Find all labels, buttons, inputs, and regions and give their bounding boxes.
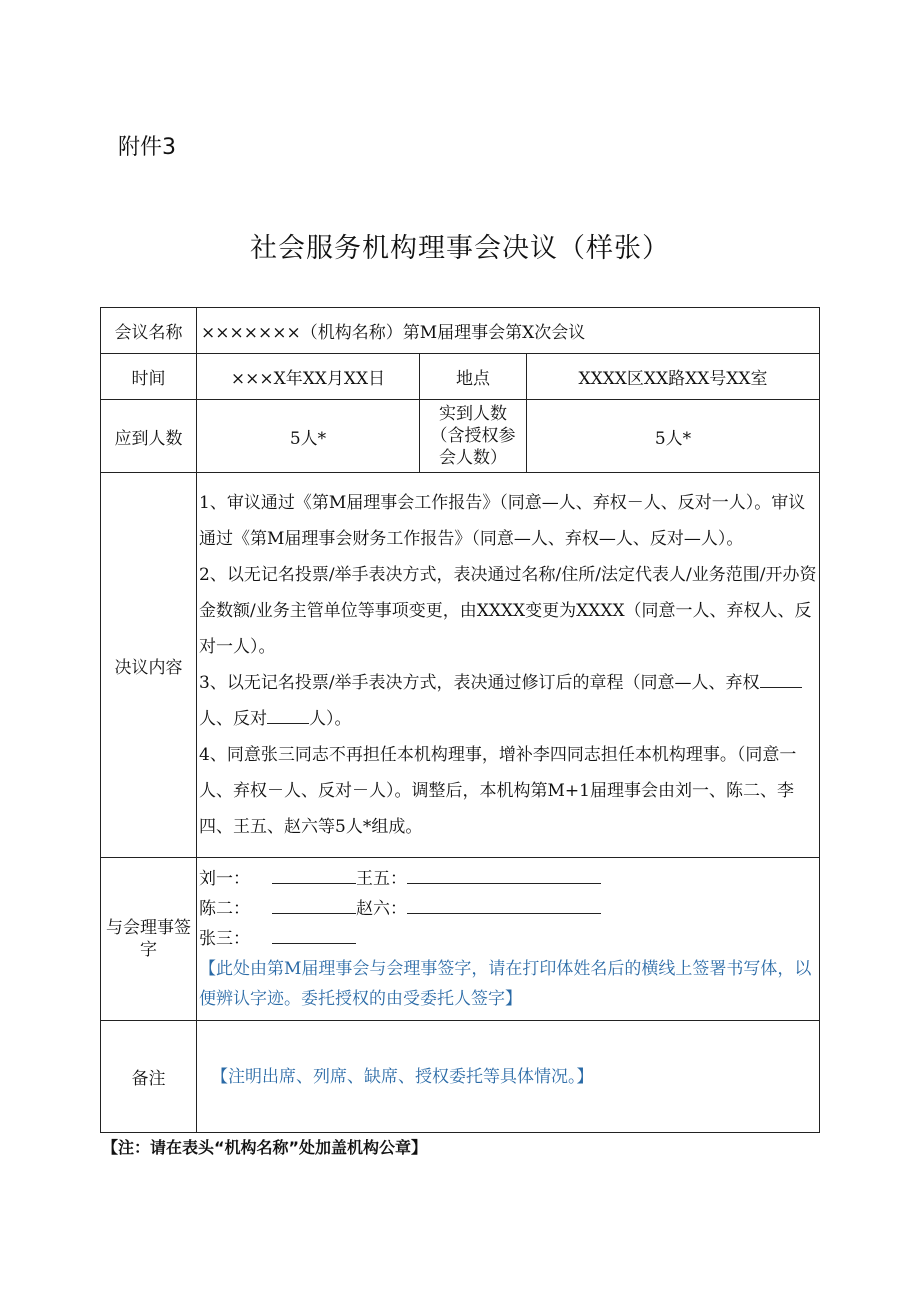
signature-label xyxy=(101,858,197,1021)
time-value: ×××X年XX月XX日 xyxy=(197,354,420,400)
annex-label: 附件3 xyxy=(118,135,176,160)
signer-chen: 陈二： xyxy=(199,899,250,919)
expected-count-label: 应到人数 xyxy=(101,400,197,473)
resolution-item-1: 1、审议通过《第M届理事会工作报告》（同意—人、弃权－人、反对一人）。审议通过《第M届理事会财务工作报告》（同意—人、弃权—人、反对—人）。 xyxy=(199,493,806,549)
signature-line-1 xyxy=(199,864,817,894)
meeting-name-label: 会议名称 xyxy=(101,308,197,354)
abstain-blank xyxy=(760,671,802,688)
signature-blank-zhao[interactable] xyxy=(407,897,601,914)
resolution-row xyxy=(101,473,820,858)
resolution-item-3-prefix: 3、以无记名投票/举手表决方式，表决通过修订后的章程（同意—人、弃权 xyxy=(199,673,760,693)
footer-note: 【注：请在表头“机构名称”处加盖机构公章】 xyxy=(102,1138,428,1157)
remarks-label: 备注 xyxy=(101,1021,197,1133)
signature-blank-chen[interactable] xyxy=(272,897,356,914)
signature-line-3 xyxy=(199,924,817,954)
signature-line-2 xyxy=(199,894,817,924)
actual-count-label-line: 实到人数 xyxy=(439,404,507,424)
resolution-item-4: 4、同意张三同志不再担任本机构理事，增补李四同志担任本机构理事。（同意一人、弃权－人、反对－人）。调整后，本机构第M+1届理事会由刘一、陈二、李四、王五、赵六等5人*组成。 xyxy=(199,745,797,837)
time-label: 时间 xyxy=(101,354,197,400)
resolution-content xyxy=(197,473,820,858)
signer-zhao: 赵六： xyxy=(356,899,407,919)
actual-count-label xyxy=(420,400,527,473)
signature-blank-liu[interactable] xyxy=(272,867,356,884)
resolution-item-2: 2、以无记名投票/举手表决方式，表决通过名称/住所/法定代表人/业务范围/开办资金数额/业务主管单位等事项变更，由XXXX变更为XXXX（同意一人、弃权人、反对一人）。 xyxy=(199,565,817,657)
place-label: 地点 xyxy=(420,354,527,400)
meeting-name-value: ×××××××（机构名称）第M届理事会第X次会议 xyxy=(197,308,820,354)
resolution-label: 决议内容 xyxy=(101,473,197,858)
actual-count-label-line: （含授权参 xyxy=(430,426,516,446)
signature-instruction-note: 【此处由第M届理事会与会理事签字，请在打印体姓名后的横线上签署书写体，以便辨认字迹。委托授权的由受委托人签字】 xyxy=(199,959,812,1009)
resolution-form-table xyxy=(100,307,820,1133)
resolution-item-3-mid: 人、反对 xyxy=(199,709,267,729)
signature-label-line: 字 xyxy=(140,940,157,960)
signature-blank-wang[interactable] xyxy=(407,867,601,884)
attendance-row xyxy=(101,400,820,473)
signature-blank-zhang[interactable] xyxy=(272,927,356,944)
signer-zhang: 张三： xyxy=(199,929,250,949)
actual-count-value: 5人* xyxy=(527,400,820,473)
signature-content xyxy=(197,858,820,1021)
signer-liu: 刘一： xyxy=(199,869,250,889)
remarks-note: 【注明出席、列席、缺席、授权委托等具体情况。】 xyxy=(197,1021,820,1133)
actual-count-label-line: 会人数） xyxy=(439,448,507,468)
resolution-item-3-suffix: 人）。 xyxy=(309,709,352,729)
resolution-item-3 xyxy=(199,665,817,737)
time-place-row xyxy=(101,354,820,400)
document-title: 社会服务机构理事会决议（样张） xyxy=(250,233,670,264)
meeting-name-row xyxy=(101,308,820,354)
remarks-row xyxy=(101,1021,820,1133)
oppose-blank xyxy=(267,707,309,724)
signature-row xyxy=(101,858,820,1021)
signature-label-line: 与会理事签 xyxy=(106,918,191,938)
signer-wang: 王五： xyxy=(356,869,407,889)
expected-count-value: 5人* xyxy=(197,400,420,473)
place-value: XXXX区XX路XX号XX室 xyxy=(527,354,820,400)
